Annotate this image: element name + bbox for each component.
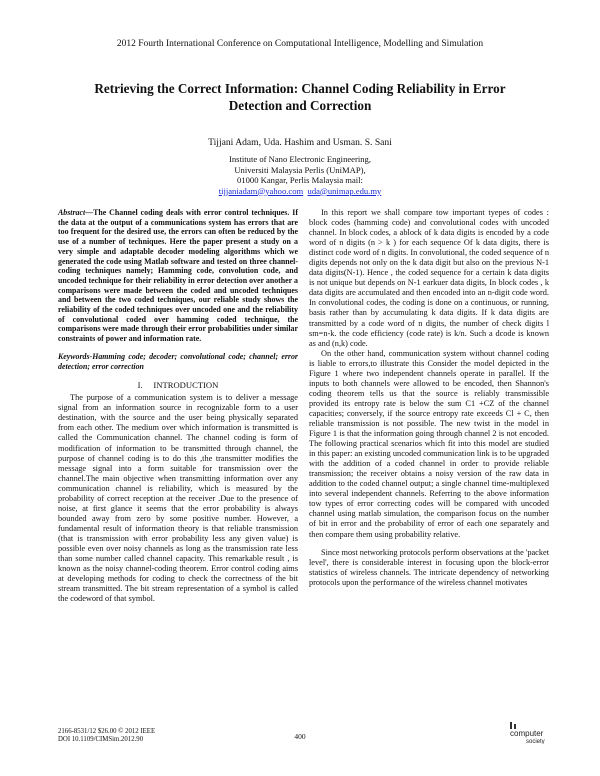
email-link-yahoo[interactable]: tijjaniadam@yahoo.com [218, 185, 304, 196]
footer-doi: DOI 10.1109/CIMSim.2012.90 [58, 736, 144, 744]
footer-price: 2166-8531/12 $26.00 © 2012 IEEE [58, 728, 156, 735]
affiliation-line: Institute of Nano Electronic Engineering, [229, 154, 371, 164]
body-paragraph: Since most networking protocols perform observations at the 'packet level', there is considerable interest in focusing upon the block-error statistics of wireless channels. The intricate dependency of networking protocols upon the performance of the wireless channel motivates [309, 547, 549, 587]
left-column [58, 208, 298, 604]
right-column [309, 208, 549, 588]
author-list: Tijjani Adam, Uda. Hashim and Usman. S. Sani [208, 137, 392, 148]
abstract-label: Abstract [58, 208, 86, 217]
email-line [120, 186, 480, 197]
affiliation-line: 01000 Kangar, Perlis Malaysia mail: [237, 175, 363, 185]
email-link-unimap[interactable]: uda@unimap.edu.my [307, 185, 382, 196]
section-number: I. [137, 380, 143, 391]
keywords: Keywords-Hamming code; decoder; convolutional code; channel; error detection; error correction [58, 351, 298, 371]
conference-header: 2012 Fourth International Conference on Computational Intelligence, Modelling and Simulation [116, 39, 484, 49]
paper-title: Retrieving the Correct Information: Channel Coding Reliability in Error Detection and Correction [94, 81, 506, 113]
logo-word-computer: computer [510, 729, 544, 738]
body-paragraph: In this report we shall compare tow important tyepes of codes : block codes (hamming code) and convolutional codes with uncoded channel. In block codes, a ablock of k data digits is encoded by a code word of n digits (n > k ) for each sequence Of k data digits, there is distinct code word of n digits. In convolutional, the coded sequence of n digits depends not only on the k data digit but also on the previous N-1 data digits(N-1). Hence , the coded sequence for a certain k data digits is not unique but depends on N-1 earkuer data digits, In block codes , k data digits are accumulated and then encoded into an n-digit code word. In convolutional codes, the coding is done on a continuous, or running, basis rather than by accumulating k data digits. If k data digits are transmitted by a code word of n digits, the number of check digits l sm=n-k. the code efficiency (code rate) is k/n. Such a dcode is known as and (n,k) code. [309, 208, 549, 348]
computer-society-logo-icon [496, 720, 552, 744]
intro-paragraph: The purpose of a communication system is to deliver a message signal from an information source in recognizable form to a user destination, with the source and the user being physically separated from each other. The medium over which information is transmitted is called the Communication channel. The channel coding is form of modification of information to be transmitted through channel, the purpose of channel coding is to do this ,the transmitter modifies the message signal into a form suitable for transmission over the channel.The main objective when transmitting information over any communication channel is reliability, which is measured by the probability of correct reception at the receiver .Due to the presence of noise, at first glance it seems that the error probability is always bounded away from zero by some positive number. However, a fundamental result of information theory is that reliable transmission (that is transmission with error probability less any given value) is possible even over noisy channels as long as the transmission rate less than some number called channel capacity. This remarkable result , is known as the noisy channel-coding theorem. Error control coding aims at developing methods for coding to check the correctness of the bit stream transmitted. The bit stream representation of a symbol is called the codeword of that symbol. [58, 393, 298, 604]
affiliation-block [120, 154, 480, 196]
section-heading [58, 380, 298, 390]
logo-word-society: society [526, 739, 545, 744]
computer-society-logo [496, 720, 552, 744]
section-title: INTRODUCTION [153, 380, 219, 391]
page-number: 400 [294, 732, 306, 741]
affiliation-line: Universiti Malaysia Perlis (UniMAP), [234, 164, 366, 175]
body-paragraph: On the other hand, communication system without channel coding is liable to errors,to illustrate this Consider the model depicted in the Figure 1 where two independent channels operate in parallel. If the inputs to both channels were allowed to be encoded, then Shannon's coding theorem tells us that the source is reliably transmissible provided its entropy rate is below the sum C1 +CZ of the channel capacities; conversely, if the source entropy rate exceeds Cl + C, then reliable transmission is not possible. The new twist in the model in Figure 1 is that the information going through channel 2 is not encoded. The following practical scenarios which fit into this model are studied in this paper: an existing uncoded communication link is to be upgraded with the addition of a coded channel in order to provide reliable transmission; the receiver obtains a noisy version of the raw data in addition to the coded channel output; a single channel time-multiplexed into several independent channels. Referring to the above information tow types of error correcting codes will be compared with uncoded channel using matlab simulation, the comparison focus on the number of bit in error and the probability of error of each one separately and then compare them using probability relative. [309, 348, 549, 539]
abstract-text: —The Channel coding deals with error control techniques. If the data at the output of a communications system has errors that are too frequent for the desired use, the errors can often be reduced by the use of a number of techniques. Here the paper present a study on a very simple and adaptable decoder modeling algorithms which we generated the code using Matlab software and tested on three channel-coding techniques namely; Hamming code, convolution code, and uncoded technique for their reliability in error detection over another a comparisons were made between the coded and uncoded techniques and between the two coded techniques, our reliable study shows the reliability of the coded techniques over uncoded one and the reliability of convolutional coded over hamming coded technique, the comparisons were made through their error probabilities under similar constraints of power and information rate. [58, 208, 298, 344]
abstract [58, 208, 298, 344]
